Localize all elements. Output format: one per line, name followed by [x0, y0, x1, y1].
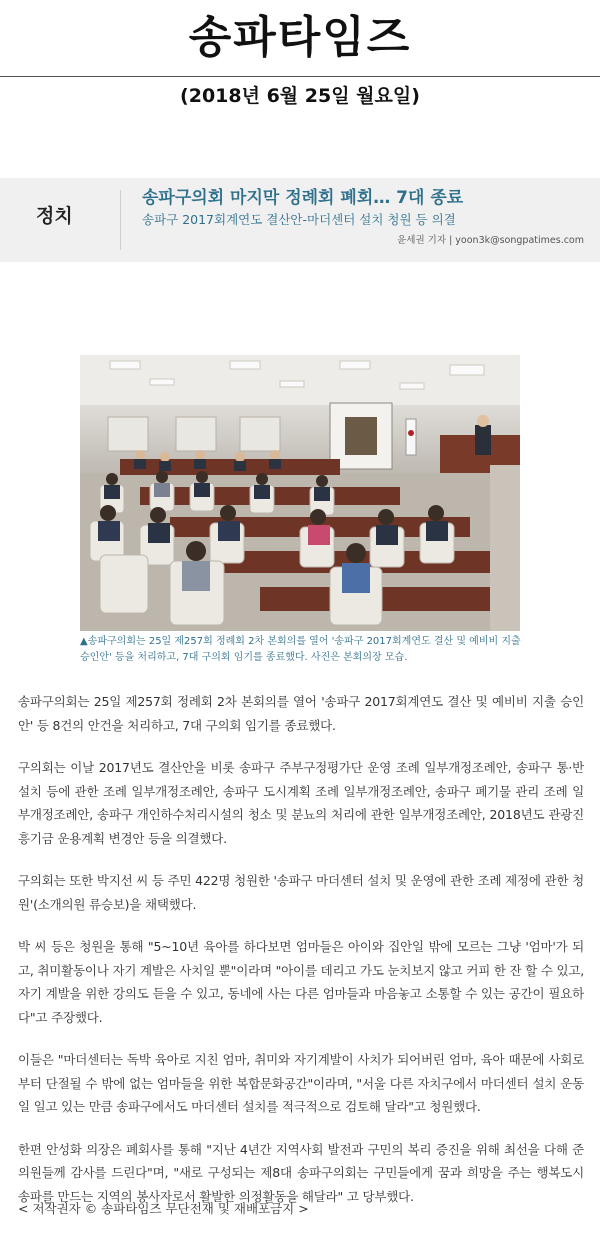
byline-separator: | [449, 235, 453, 246]
reporter-name: 윤세권 기자 [397, 235, 447, 246]
reporter-email[interactable]: yoon3k@songpatimes.com [455, 235, 584, 246]
copyright-notice: < 저작권자 © 송파타임즈 무단전재 및 재배포금지 > [18, 1201, 309, 1216]
article-paragraph: 구의회는 이날 2017년도 결산안을 비롯 송파구 주부구정평가단 운영 조례 일부개정조례안, 송파구 통·반 설치 등에 관한 조례 일부개정조례안, 송파구 도시계획 조례 일부개정조례안, 송파구 폐기물 관리 조례 일부개정조례안, 송파구 개인하수처리시설의 청소 및 분뇨의 처리에 관한 일부개정조례안, 2018년도 관광진흥기금 운용계획 변경안 등을 의결했다. [18, 760, 584, 846]
article-paragraph: 한편 안성화 의장은 폐회사를 통해 "지난 4년간 지역사회 발전과 구민의 복리 증진을 위해 최선을 다해 준 의원들께 감사를 드린다"며, "새로 구성되는 제8대 송파구의회는 구민들에게 꿈과 희망을 주는 행복도시 송파를 만드는 지역의 봉사자로서 활발한 의정활동을 해달라" 고 당부했다. [18, 1141, 584, 1204]
header-divider [120, 190, 121, 250]
masthead [0, 0, 600, 76]
byline [397, 234, 584, 248]
issue-date: (2018년 6월 25일 월요일) [180, 85, 420, 107]
article-header [0, 178, 600, 262]
article-body [18, 690, 584, 1227]
article-paragraph: 구의회는 또한 박지선 씨 등 주민 422명 청원한 '송파구 마더센터 설치 및 운영에 관한 조례 제정에 관한 청원'(소개의원 류승보)을 채택했다. [18, 873, 584, 912]
photo-caption: ▲송파구의회는 25일 제257회 정례회 2차 본회의를 열어 '송파구 2017회계연도 결산 및 예비비 지출 승인안' 등을 처리하고, 7대 구의회 임기를 종료했다. 사진은 본회의장 모습. [80, 636, 521, 663]
site-logo[interactable]: 송파타임즈 [188, 12, 412, 63]
article-paragraph: 이들은 "마더센터는 독박 육아로 지친 엄마, 취미와 자기계발이 사치가 되어버린 엄마, 육아 때문에 사회로부터 단절될 수 밖에 없는 엄마들을 위한 복합문화공간"이라며, "서울 다른 자치구에서 마더센터 설치 운동일 일고 있는 만큼 송파구에서도 마더센터 설치를 적극적으로 검토해 달라"고 청원했다. [18, 1052, 584, 1114]
article-paragraph: 박 씨 등은 청원을 통해 "5~10년 육아를 하다보면 엄마들은 아이와 집안일 밖에 모르는 그냥 '엄마'가 되고, 취미활동이나 자기 계발은 사치일 뿐"이라며 "아이를 데리고 가도 눈치보지 않고 커피 한 잔 할 수 있고, 자기 계발을 위한 강의도 듣을 수 있고, 동네에 사는 다른 엄마들과 마음놓고 소통할 수 있는 공간이 필요하다"고 주장했다. [18, 939, 584, 1025]
article-title: 송파구의회 마지막 정례회 폐회… 7대 종료 [142, 188, 464, 208]
article-photo [80, 355, 520, 631]
section-label: 정치 [36, 205, 73, 227]
article-paragraph: 송파구의회는 25일 제257회 정례회 2차 본회의를 열어 '송파구 2017회계연도 결산 및 예비비 지출 승인안' 등 8건의 안건을 처리하고, 7대 구의회 임기를 종료했다. [18, 694, 584, 733]
article-subtitle: 송파구 2017회계연도 결산안-마더센터 설치 청원 등 의결 [142, 212, 456, 227]
masthead-divider [0, 76, 600, 77]
council-chamber-photo [80, 355, 520, 631]
